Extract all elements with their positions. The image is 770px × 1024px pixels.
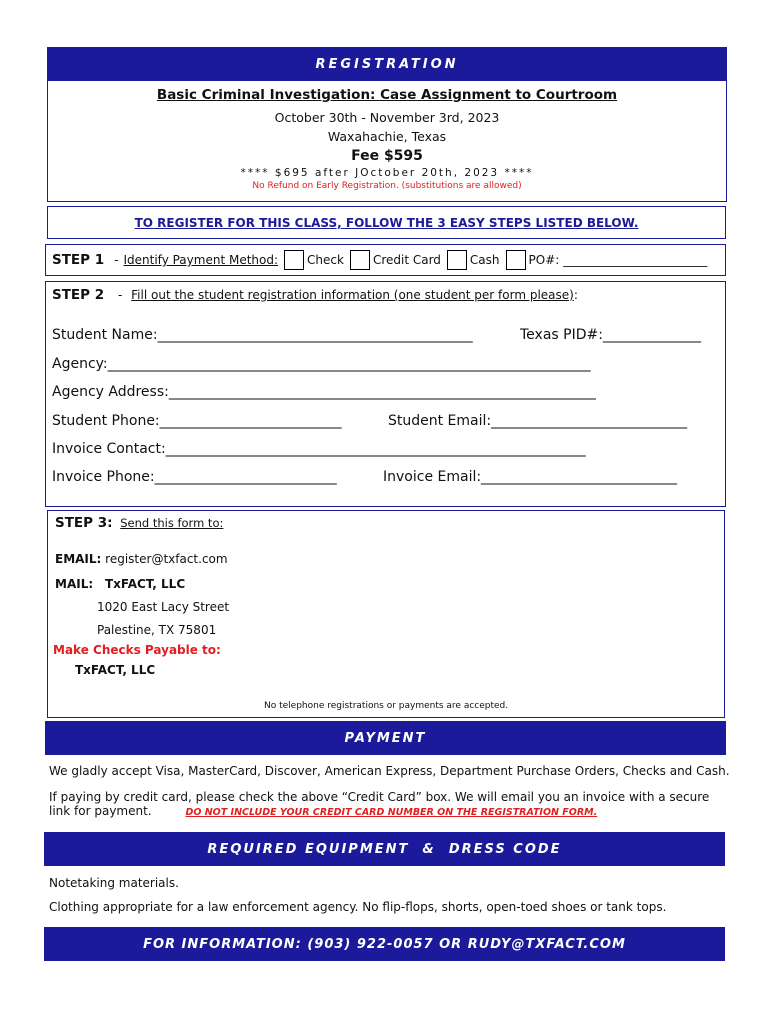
step2-dash: -	[117, 288, 123, 302]
mail-street: 1020 East Lacy Street	[97, 600, 230, 614]
step2-header	[52, 287, 578, 303]
invoice-phone-field[interactable]: Invoice Phone:__________________________	[52, 469, 337, 485]
step2-label: STEP 2	[52, 287, 105, 303]
registration-title-bar	[48, 48, 726, 81]
student-phone-field[interactable]: Student Phone:__________________________	[52, 413, 342, 429]
step1-label: STEP 1	[52, 252, 105, 268]
telephone-note: No telephone registrations or payments are accepted.	[264, 701, 509, 711]
payment-line2: If paying by credit card, please check the above “Credit Card” box. We will email you an invoice with a secure	[49, 790, 710, 804]
agency-address-field[interactable]: Agency Address:_____________________________________________________________	[52, 384, 596, 400]
equipment-title: REQUIRED EQUIPMENT & DRESS CODE	[207, 841, 562, 857]
instructions-text: TO REGISTER FOR THIS CLASS, FOLLOW THE 3 EASY STEPS LISTED BELOW.	[134, 215, 639, 230]
cash-option-label: Cash	[469, 253, 500, 267]
step2-colon: :	[573, 288, 578, 302]
payment-line3-row	[49, 804, 597, 818]
credit-card-warning: DO NOT INCLUDE YOUR CREDIT CARD NUMBER ON THE REGISTRATION FORM.	[185, 807, 598, 818]
step2-text: Fill out the student registration information (one student per form please)	[131, 288, 574, 302]
instructions-box	[47, 206, 726, 239]
step1-dash: -	[114, 253, 119, 267]
payment-line3: link for payment.	[49, 804, 152, 818]
step3-label: STEP 3:	[55, 515, 113, 531]
registration-header-box	[47, 47, 727, 202]
credit-card-checkbox[interactable]	[350, 250, 370, 270]
step1-box	[45, 244, 726, 276]
register-email-link[interactable]: register@txfact.com	[105, 552, 228, 566]
texas-pid-field[interactable]: Texas PID#:______________	[520, 327, 701, 343]
invoice-email-field[interactable]: Invoice Email:____________________________	[383, 469, 678, 485]
late-fee: **** $695 after JOctober 20th, 2023 ****	[240, 167, 534, 179]
student-email-field[interactable]: Student Email:____________________________	[388, 413, 688, 429]
payment-title: PAYMENT	[344, 730, 427, 746]
check-option-label: Check	[307, 253, 344, 267]
checks-payable-label: Make Checks Payable to:	[53, 643, 221, 657]
mail-city: Palestine, TX 75801	[97, 623, 217, 637]
po-option-label: PO#:	[528, 253, 560, 267]
email-label: EMAIL:	[55, 552, 102, 566]
agency-field[interactable]: Agency:_____________________________________________________________________	[52, 356, 591, 372]
po-checkbox[interactable]	[506, 250, 526, 270]
course-title: Basic Criminal Investigation: Case Assignment to Courtroom	[156, 87, 618, 103]
invoice-contact-field[interactable]: Invoice Contact:____________________________________________________________	[52, 441, 586, 457]
equipment-line2: Clothing appropriate for a law enforcement agency. No flip-flops, shorts, open-toed shoes or tank tops.	[49, 900, 667, 914]
payment-line1: We gladly accept Visa, MasterCard, Discover, American Express, Department Purchase Orders, Checks and Cash.	[49, 764, 730, 778]
mail-company: TxFACT, LLC	[104, 577, 186, 591]
step3-email-line	[55, 552, 228, 566]
equipment-title-bar	[44, 832, 725, 866]
checks-payable-to: TxFACT, LLC	[75, 663, 156, 677]
step1-text: Identify Payment Method:	[123, 253, 279, 267]
check-checkbox[interactable]	[284, 250, 304, 270]
equipment-line1: Notetaking materials.	[49, 876, 179, 890]
step3-header	[55, 515, 223, 531]
refund-policy: No Refund on Early Registration. (substitutions are allowed)	[252, 181, 522, 191]
registration-title: REGISTRATION	[315, 57, 459, 72]
step3-mail-line	[55, 577, 185, 591]
po-number-field[interactable]: ________________________	[563, 253, 708, 267]
course-location: Waxahachie, Texas	[327, 129, 447, 144]
course-fee: Fee $595	[351, 148, 423, 164]
footer-info: FOR INFORMATION: (903) 922-0057 OR RUDY@TXFACT.COM	[143, 936, 626, 952]
info-footer-bar	[44, 927, 725, 961]
payment-title-bar	[45, 721, 726, 755]
step3-box	[47, 510, 725, 718]
student-name-field[interactable]: Student Name:_____________________________________________	[52, 327, 473, 343]
course-dates: October 30th - November 3rd, 2023	[274, 110, 500, 125]
cash-checkbox[interactable]	[447, 250, 467, 270]
mail-label: MAIL:	[55, 577, 94, 591]
step3-text: Send this form to:	[120, 516, 224, 530]
credit-card-option-label: Credit Card	[372, 253, 441, 267]
